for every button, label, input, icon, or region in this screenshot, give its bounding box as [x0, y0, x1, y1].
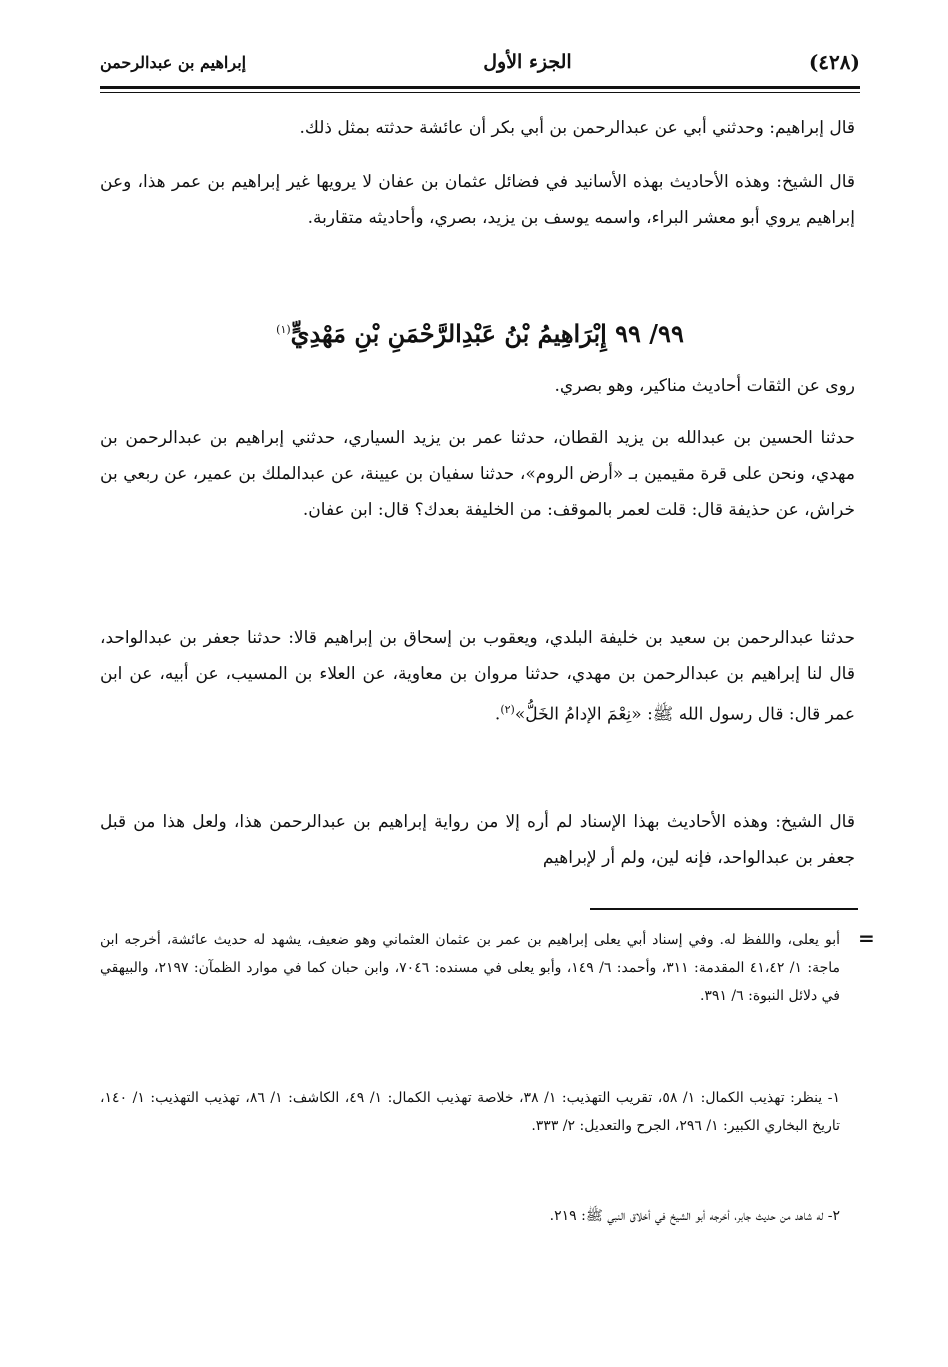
footnote-continued: أبو يعلى، واللفظ له. وفي إسناد أبي يعلى إبراهيم بن عمر بن عثمان العثماني وهو ضعيف، يشهد له حديث عائشة، أخرجه ابن ماجة: ١/ ٤١،٤٢ المقدمة: ٣١١، وأحمد: ٦/ ١٤٩، وأبو يعلى في مسنده: ٧٠٤٦، وابن حبان كما في موارد الظمآن: ٢١٩٧، والبيهقي في دلائل النبوة: ٦/ ٣٩١.: [100, 932, 840, 1004]
entry-title-text: ٩٩/ ٩٩ إِبْرَاهِيمُ بْنُ عَبْدِالرَّحْمَنِ بْنِ مَهْدِيٍّ: [290, 319, 684, 348]
footnote-1: ١- ينظر: تهذيب الكمال: ١/ ٥٨، تقريب التهذيب: ١/ ٣٨، خلاصة تهذيب الكمال: ١/ ٤٩، الكاشف: ١/ ٨٦، تهذيب التهذيب: ١/ ١٤٠، تاريخ البخاري الكبير: ١/ ٢٩٦، الجرح والتعديل: ٢/ ٣٣٣.: [100, 1090, 840, 1134]
footnote-ref-2: (٢): [500, 703, 515, 716]
paragraph-1: قال إبراهيم: وحدثني أبي عن عبدالرحمن بن أبي بكر أن عائشة حدثته بمثل ذلك.: [299, 118, 855, 138]
paragraph-2: قال الشيخ: وهذه الأحاديث بهذه الأسانيد في فضائل عثمان بن عفان لا يرويها غير إبراهيم بن عمر هذا، وعن إبراهيم يروي أبو معشر البراء، واسمه يوسف بن يزيد، بصري، وأحاديثه متقاربة.: [100, 172, 855, 228]
paragraph-4: حدثنا الحسين بن عبدالله بن يزيد القطان، حدثنا عمر بن يزيد السياري، حدثني إبراهيم بن عبدالرحمن بن مهدي، ونحن على قرة مقيمين بـ «أرض الروم»، حدثنا سفيان بن عيينة، عن عبدالملك بن عمير، عن ربعي بن خراش، عن حذيفة قال: قلت لعمر بالموقف: من الخليفة بعدك؟ قال: ابن عفان.: [100, 428, 855, 520]
paragraph-3: روى عن الثقات أحاديث مناكير، وهو بصري.: [554, 376, 855, 396]
paragraph-5-text: حدثنا عبدالرحمن بن سعيد بن خليفة البلدي، ويعقوب بن إسحاق بن إبراهيم قالا: حدثنا جعفر بن عبدالواحد، قال لنا إبراهيم بن عبدالرحمن بن مهدي، حدثنا مروان بن معاوية، عن العلاء بن المسيب، عن أبيه، عن ابن عمر قال: قال رسول الله ﷺ: «نِعْمَ الإدامُ الخَلُّ»: [100, 628, 855, 725]
entry-heading: [100, 308, 860, 356]
header-rule-thin: [100, 92, 860, 93]
volume-title: الجزء الأول: [483, 51, 572, 73]
paragraph-5-end: .: [494, 704, 501, 725]
continuation-mark: =: [858, 926, 875, 950]
paragraph-5: [100, 620, 855, 733]
running-entry-name: إبراهيم بن عبدالرحمن: [100, 52, 247, 72]
footnote-2: ٢- له شاهد من حديث جابر، أخرجه أبو الشيخ في أخلاق النبي ﷺ: ٢١٩.: [549, 1208, 840, 1224]
page-header: [100, 42, 860, 82]
header-rule: [100, 86, 860, 89]
footnote-ref-1: (١): [276, 323, 291, 336]
paragraph-6: قال الشيخ: وهذه الأحاديث بهذا الإسناد لم أره إلا من رواية إبراهيم بن عبدالرحمن هذا، ولعل هذا من قبل جعفر بن عبدالواحد، فإنه لين، ولم أر لإبراهيم: [100, 812, 855, 868]
page-number: (٤٢٨): [808, 50, 860, 74]
footnote-separator: [590, 908, 858, 910]
